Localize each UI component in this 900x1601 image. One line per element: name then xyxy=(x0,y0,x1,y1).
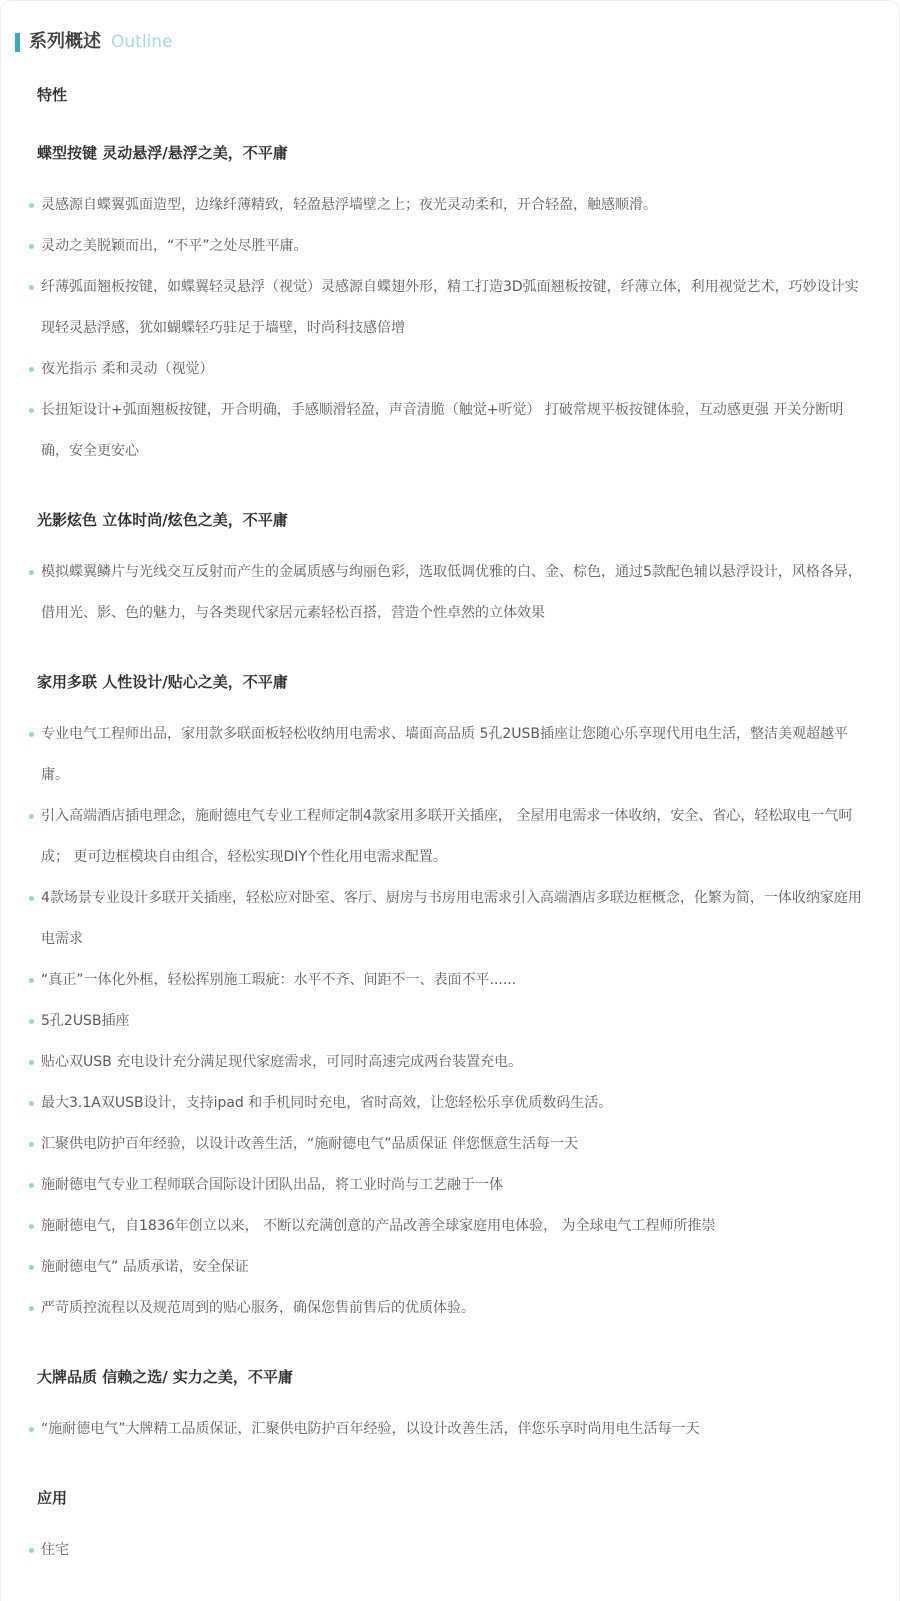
list-item-text: 灵动之美脱颖而出，“不平”之处尽胜平庸。 xyxy=(41,238,308,254)
list-item-text: 专业电气工程师出品，家用款多联面板轻松收纳用电需求、墙面高品质 5孔2USB插座让您随心乐享现代用电生活，整洁美观超越平庸。 xyxy=(41,726,848,783)
section-heading: 大牌品质 信赖之选/ 实力之美，不平庸 xyxy=(37,1368,293,1386)
list-item-text: 5孔2USB插座 xyxy=(41,1013,130,1029)
bullet-dot-icon xyxy=(29,1265,34,1270)
list-item xyxy=(37,1042,865,1083)
list-item-text: 模拟蝶翼鳞片与光线交互反射而产生的金属质感与绚丽色彩，选取低调优雅的白、金、棕色，通过5款配色辅以悬浮设计，风格各异，借用光、影、色的魅力，与各类现代家居元素轻松百搭，营造个性卓然的立体效果 xyxy=(41,564,862,621)
bullet-dot-icon xyxy=(29,1427,34,1432)
page-header xyxy=(15,31,869,53)
section-heading: 特性 xyxy=(37,86,68,104)
list-item-text: 纤薄弧面翘板按键，如蝶翼轻灵悬浮（视觉）灵感源自蝶翅外形，精工打造3D弧面翘板按键，纤薄立体，利用视觉艺术，巧妙设计实现轻灵悬浮感，犹如蝴蝶轻巧驻足于墙壁，时尚科技感倍增 xyxy=(41,279,859,336)
list-item-text: 施耐德电气，自1836年创立以来， 不断以充满创意的产品改善全球家庭用电体验， 为全球电气工程师所推崇 xyxy=(41,1218,716,1234)
list-item xyxy=(37,960,865,1001)
list-item-text: 施耐德电气专业工程师联合国际设计团队出品，将工业时尚与工艺融于一体 xyxy=(41,1177,503,1193)
bullet-dot-icon xyxy=(29,814,34,819)
list-item xyxy=(37,1001,865,1042)
bullet-dot-icon xyxy=(29,1548,34,1553)
section-heading: 家用多联 人性设计/贴心之美，不平庸 xyxy=(37,673,288,691)
content-section xyxy=(37,85,865,105)
list-item xyxy=(37,714,865,796)
list-item-text: 施耐德电气” 品质承诺，安全保证 xyxy=(41,1259,249,1275)
list-item-text: 最大3.1A双USB设计，支持ipad 和手机同时充电，省时高效，让您轻松乐享优质数码生活。 xyxy=(41,1095,613,1111)
content-section xyxy=(37,143,865,472)
content-section xyxy=(37,1488,865,1571)
list-item xyxy=(37,1247,865,1288)
list-item xyxy=(37,349,865,390)
page-title: 系列概述 xyxy=(29,31,101,52)
list-item-text: “施耐德电气”大牌精工品质保证，汇聚供电防护百年经验，以设计改善生活，伴您乐享时尚用电生活每一天 xyxy=(41,1421,700,1437)
list-item xyxy=(37,1409,865,1450)
content-section xyxy=(37,672,865,1329)
bullet-dot-icon xyxy=(29,1224,34,1229)
list-item-text: 长扭矩设计+弧面翘板按键，开合明确，手感顺滑轻盈，声音清脆（触觉+听觉） 打破常规平板按键体验，互动感更强 开关分断明确，安全更安心 xyxy=(41,402,844,459)
page-subtitle: Outline xyxy=(111,32,173,52)
bullet-dot-icon xyxy=(29,285,34,290)
list-item-text: 住宅 xyxy=(41,1542,69,1558)
bullet-dot-icon xyxy=(29,1101,34,1106)
bullet-dot-icon xyxy=(29,203,34,208)
list-item-text: 4款场景专业设计多联开关插座，轻松应对卧室、客厅、厨房与书房用电需求引入高端酒店多联边框概念，化繁为简，一体收纳家庭用电需求 xyxy=(41,890,862,947)
list-item-text: 贴心双USB 充电设计充分满足现代家庭需求，可同时高速完成两台装置充电。 xyxy=(41,1054,523,1070)
list-item-text: 夜光指示 柔和灵动（视觉） xyxy=(41,361,214,377)
bullet-list xyxy=(37,185,865,472)
bullet-dot-icon xyxy=(29,408,34,413)
bullet-list xyxy=(37,1530,865,1571)
bullet-dot-icon xyxy=(29,732,34,737)
bullet-dot-icon xyxy=(29,1060,34,1065)
content-section xyxy=(37,510,865,634)
accent-bar-icon xyxy=(15,33,20,52)
bullet-list xyxy=(37,552,865,634)
list-item xyxy=(37,226,865,267)
list-item-text: 引入高端酒店插电理念，施耐德电气专业工程师定制4款家用多联开关插座， 全屋用电需求一体收纳，安全、省心，轻松取电一气呵成； 更可边框模块自由组合，轻松实现DIY个性化用电需求配置。 xyxy=(41,808,853,865)
section-heading: 光影炫色 立体时尚/炫色之美，不平庸 xyxy=(37,511,288,529)
bullet-dot-icon xyxy=(29,244,34,249)
list-item xyxy=(37,390,865,472)
bullet-list xyxy=(37,1409,865,1450)
bullet-dot-icon xyxy=(29,896,34,901)
list-item-text: “真正”一体化外框，轻松挥别施工瑕疵：水平不齐、间距不一、表面不平...... xyxy=(41,972,517,988)
list-item-text: 汇聚供电防护百年经验，以设计改善生活，“施耐德电气”品质保证 伴您惬意生活每一天 xyxy=(41,1136,578,1152)
bullet-dot-icon xyxy=(29,570,34,575)
content-area xyxy=(15,85,869,1571)
bullet-dot-icon xyxy=(29,1306,34,1311)
list-item xyxy=(37,267,865,349)
section-heading: 蝶型按键 灵动悬浮/悬浮之美，不平庸 xyxy=(37,144,288,162)
bullet-dot-icon xyxy=(29,1142,34,1147)
bullet-dot-icon xyxy=(29,1019,34,1024)
content-section xyxy=(37,1367,865,1450)
list-item xyxy=(37,1165,865,1206)
list-item xyxy=(37,552,865,634)
list-item-text: 灵感源自蝶翼弧面造型，边缘纤薄精致，轻盈悬浮墙壁之上；夜光灵动柔和，开合轻盈，触感顺滑。 xyxy=(41,197,657,213)
list-item xyxy=(37,1288,865,1329)
list-item xyxy=(37,878,865,960)
list-item-text: 严苛质控流程以及规范周到的贴心服务，确保您售前售后的优质体验。 xyxy=(41,1300,475,1316)
section-heading: 应用 xyxy=(37,1489,68,1507)
bullet-dot-icon xyxy=(29,367,34,372)
list-item xyxy=(37,1124,865,1165)
list-item xyxy=(37,1206,865,1247)
bullet-list xyxy=(37,714,865,1329)
bullet-dot-icon xyxy=(29,1183,34,1188)
list-item xyxy=(37,1530,865,1571)
list-item xyxy=(37,796,865,878)
list-item xyxy=(37,185,865,226)
list-item xyxy=(37,1083,865,1124)
bullet-dot-icon xyxy=(29,978,34,983)
